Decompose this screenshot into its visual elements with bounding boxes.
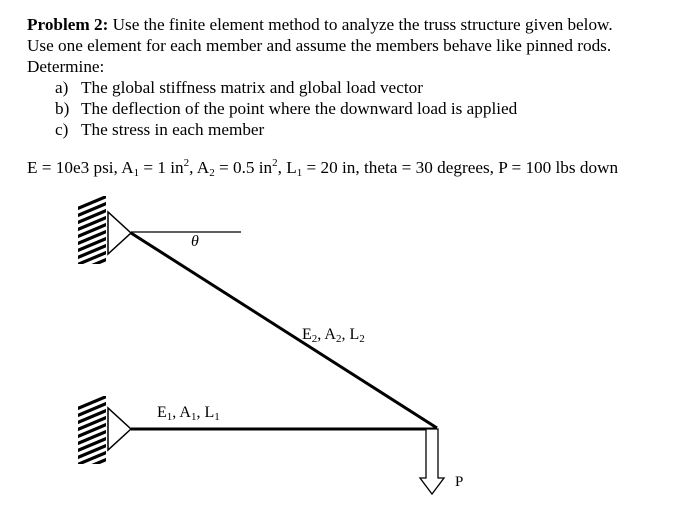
- item-marker: a): [55, 78, 69, 97]
- top-pin-support: [108, 212, 131, 254]
- load-label: P: [455, 474, 464, 490]
- problem-label: Problem 2:: [27, 15, 109, 34]
- member-2: [131, 233, 437, 428]
- top-wall-support: [74, 195, 110, 273]
- item-text: The stress in each member: [81, 120, 265, 139]
- member-2-label: $E_2$, $A_2$, $L_2$: [302, 326, 365, 345]
- item-marker: b): [55, 99, 70, 118]
- bottom-wall-support: [74, 395, 110, 473]
- given-values: E = 10e3 psi, $A_1 = 1$ $in^2$, $A_2 = 0.5$ $in^2$, $L_1 = 20$ in, theta = 30 degrees, P = 100 lbs down: [27, 157, 619, 179]
- item-text: The global stiffness matrix and global load vector: [81, 78, 423, 97]
- problem-line-1: Use the finite element method to analyze the truss structure given below.: [108, 15, 613, 34]
- member-1-label: $E_1$, $A_1$, $L_1$: [157, 404, 220, 423]
- load-arrow: [420, 429, 444, 494]
- theta-label: θ: [191, 233, 199, 250]
- item-marker: c): [55, 120, 69, 139]
- problem-line-3: Determine:: [27, 57, 105, 76]
- item-text: The deflection of the point where the downward load is applied: [81, 99, 518, 118]
- problem-line-2: Use one element for each member and assume the members behave like pinned rods.: [27, 36, 612, 55]
- bottom-pin-support: [108, 408, 131, 450]
